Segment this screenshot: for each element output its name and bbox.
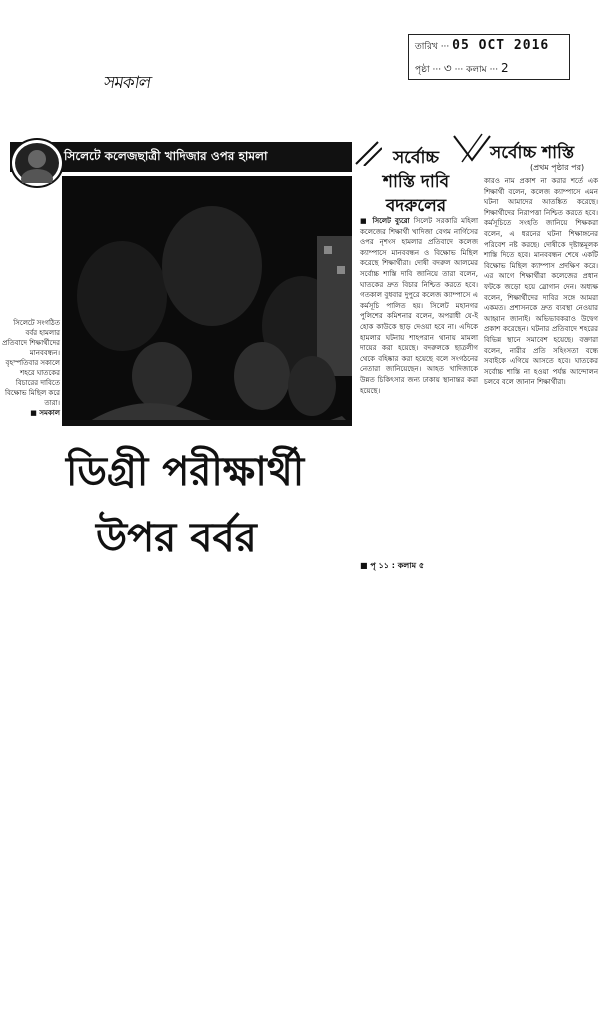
stamp-page-value: ৩ [443, 61, 452, 75]
chevron-ornament-icon [452, 132, 492, 164]
portrait-icon [15, 143, 59, 183]
middle-title-line-2: শাস্তি দাবি [382, 172, 450, 192]
caption-text: সিলেটে সংগঠিত বর্বর হামলার প্রতিবাদে শিক্ষার্থীদের মানববন্ধন। বৃহস্পতিবার সকালে শহরে ঘাতকের বিচারের দাবিতে বিক্ষোভ মিছিল করে তারা। [2, 319, 60, 407]
banner-text-line-2: উপর বর্বর [96, 515, 257, 561]
avatar [12, 140, 62, 186]
date-stamp [408, 34, 570, 80]
stamp-date-row: তারিখ ··· 05 OCT 2016 [415, 38, 550, 53]
middle-article-text: সিলেট সরকারি মহিলা কলেজের শিক্ষার্থী খাদিজা বেগম নার্গিসের ওপর নৃশংস হামলার প্রতিবাদে কলেজ ক্যাম্পাসে মানববন্ধন ও বিক্ষোভ মিছিল করেছে শিক্ষার্থীরা। দোষী বদরুল আলমের সর্বোচ্চ শাস্তি দাবি জানিয়ে তারা বলেন, ঘাতকের দ্রুত বিচার নিশ্চিত করতে হবে। গতকাল বুধবার দুপুরে কলেজ ক্যাম্পাসে এ কর্মসূচি পালিত হয়। সিলেট মহানগর পুলিশের কমিশনার বলেন, অপরাধী যে-ই হোক কাউকে ছাড় দেওয়া হবে না। এদিকে হামলার ঘটনায় শাহপরান থানায় মামলা দায়ের করা হয়েছে। বদরুলকে ছাত্রলীগ থেকে বহিষ্কার করা হয়েছে বলে সংগঠনের নেতারা জানিয়েছেন। আহত খাদিজাকে উন্নত চিকিৎসার জন্য ঢাকায় স্থানান্তর করা হয়েছে। [360, 217, 478, 395]
middle-article-continued: ■ পৃ ১১ : কলাম ৫ [360, 561, 425, 570]
right-article-title: সর্বোচ্চ শাস্তি [490, 143, 575, 163]
photo-caption [0, 318, 60, 418]
right-article-subtitle: (প্রথম পৃষ্ঠার পর) [530, 163, 585, 172]
stamp-date-label: তারিখ [415, 42, 438, 52]
caption-credit: ■ সমকাল [30, 409, 60, 417]
stamp-page-row: পৃষ্ঠা ··· ৩ ··· কলাম ··· 2 [415, 61, 509, 75]
stamp-column-label: কলাম [466, 65, 487, 75]
middle-title-line-1: সর্বোচ্চ [392, 148, 440, 168]
middle-article-source: ■ সিলেট ব্যুরো [360, 217, 410, 225]
newspaper-logo: সমকাল [102, 73, 153, 93]
stamp-page-label: পৃষ্ঠা [415, 65, 430, 75]
right-article-body: কারও নাম প্রকাশ না করার শর্তে এক শিক্ষার্থী বলেন, কলেজ ক্যাম্পাসে এমন ঘটনা আমাদের আতঙ্কিত করেছে। শিক্ষার্থীদের নিরাপত্তা নিশ্চিত করতে হবে। কর্মসূচিতে সংহতি জানিয়ে শিক্ষকরা বলেন, এ ধরনের ঘটনা শিক্ষাঙ্গনের পরিবেশ নষ্ট করছে। দোষীকে দৃষ্টান্তমূলক শাস্তি দিতে হবে। মানববন্ধন শেষে একটি বিক্ষোভ মিছিল ক্যাম্পাস প্রদক্ষিণ করে। এর আগে শিক্ষার্থীরা কলেজের প্রধান ফটকে জড়ো হয়ে স্লোগান দেন। অধ্যক্ষ বলেন, শিক্ষার্থীদের দাবির সঙ্গে আমরা একমত। প্রশাসনকে দ্রুত ব্যবস্থা নেওয়ার আহ্বান জানাই। অভিভাবকরাও উদ্বেগ প্রকাশ করেছেন। ঘটনার প্রতিবাদে শহরের বিভিন্ন স্থানে সমাবেশ হয়েছে। বক্তারা বলেন, নারীর প্রতি সহিংসতা বন্ধে সবাইকে এগিয়ে আসতে হবে। ঘাতকের সর্বোচ্চ শাস্তি না হওয়া পর্যন্ত আন্দোলন চলবে বলে জানান শিক্ষার্থীরা। [484, 177, 598, 387]
stamp-date-value: 05 OCT 2016 [452, 38, 550, 53]
middle-article-body [360, 216, 478, 396]
lead-headline: সিলেটে কলেজছাত্রী খাদিজার ওপর হামলা [64, 149, 268, 163]
middle-title-line-3: বদরুলের [385, 196, 447, 216]
banner-text-line-1: ডিগ্রী পরীক্ষার্থী [66, 449, 305, 495]
stamp-column-value: 2 [501, 61, 509, 75]
